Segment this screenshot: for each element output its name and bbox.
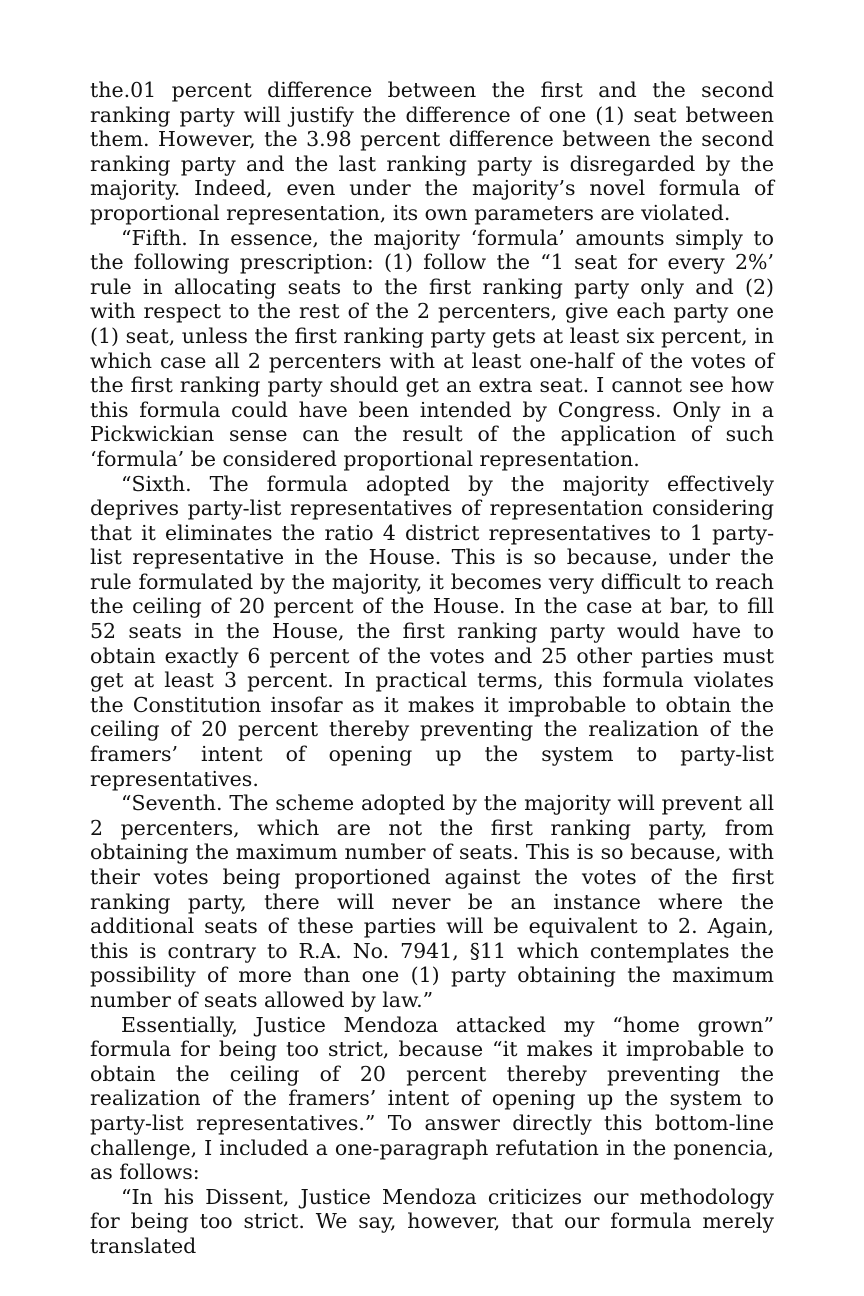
paragraph-ponencia-quote: “In his Dissent, Justice Mendoza criticizes our methodology for being too strict. We say, however, that our formula merely translated xyxy=(90,1184,774,1258)
paragraph-commentary: Essentially, Justice Mendoza attacked my “home grown” formula for being too strict, because “it makes it improbable to obtain the ceiling of 20 percent thereby preventing the realization of the framers’ intent of opening up the system to party-list representatives.” To answer directly this bottom-line challenge, I included a one-paragraph refutation in the ponencia, as follows: xyxy=(90,1012,774,1185)
paragraph-seventh: “Seventh. The scheme adopted by the majority will prevent all 2 percenters, which are not the first ranking party, from obtaining the maximum number of seats. This is so because, with their votes being proportioned against the votes of the first ranking party, there will never be an instance where the additional seats of these parties will be equivalent to 2. Again, this is contrary to R.A. No. 7941, §11 which contemplates the possibility of more than one (1) party obtaining the maximum number of seats allowed by law.” xyxy=(90,791,774,1012)
paragraph-continuation: the.01 percent difference between the first and the second ranking party will justify the difference of one (1) seat between them. However, the 3.98 percent difference between the second ranking party and the last ranking party is disregarded by the majority. Indeed, even under the majority’s novel formula of proportional representation, its own parameters are violated. xyxy=(90,78,774,225)
document-page xyxy=(90,78,774,1259)
paragraph-sixth: “Sixth. The formula adopted by the majority effectively deprives party-list representatives of representation considering that it eliminates the ratio 4 district representatives to 1 party-list representative in the House. This is so because, under the rule formulated by the majority, it becomes very difficult to reach the ceiling of 20 percent of the House. In the case at bar, to fill 52 seats in the House, the first ranking party would have to obtain exactly 6 percent of the votes and 25 other parties must get at least 3 percent. In practical terms, this formula violates the Constitution insofar as it makes it improbable to obtain the ceiling of 20 percent thereby preventing the realization of the framers’ intent of opening up the system to party-list representatives. xyxy=(90,471,774,791)
paragraph-fifth: “Fifth. In essence, the majority ‘formula’ amounts simply to the following prescription: (1) follow the “1 seat for every 2%’ rule in allocating seats to the first ranking party only and (2) with respect to the rest of the 2 percenters, give each party one (1) seat, unless the first ranking party gets at least six percent, in which case all 2 percenters with at least one-half of the votes of the first ranking party should get an extra seat. I cannot see how this formula could have been intended by Congress. Only in a Pickwickian sense can the result of the application of such ‘formula’ be considered proportional representation. xyxy=(90,225,774,471)
